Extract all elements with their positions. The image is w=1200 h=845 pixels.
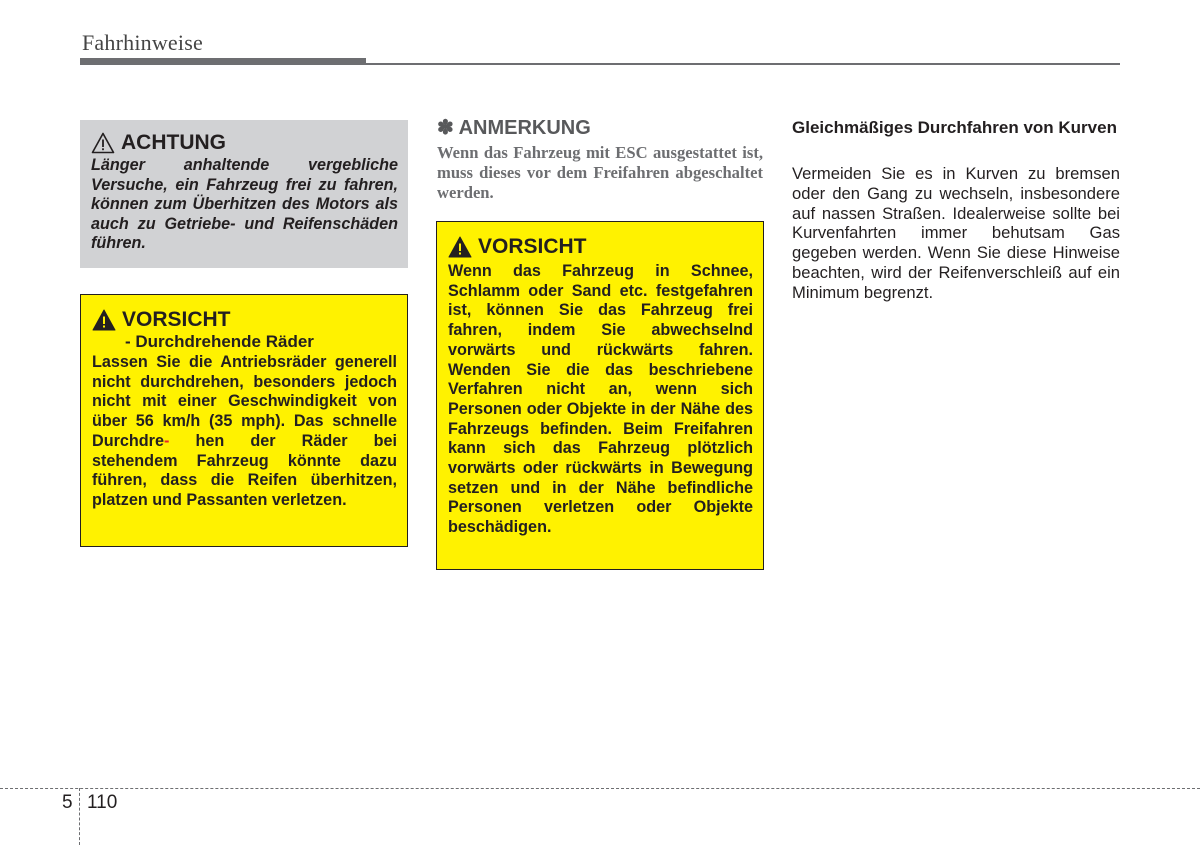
warning-triangle-icon xyxy=(92,309,116,331)
achtung-heading xyxy=(91,131,398,155)
header-rule-thin xyxy=(366,63,1120,65)
caution-text-part1: Lassen Sie die Antriebsräder generell nicht durchdrehen, besonders jedoch nicht mit einer Geschwindigkeit von über 56 km/h (35 mph). Das schnelle Durchdre xyxy=(92,353,397,450)
caution-title: VORSICHT xyxy=(478,235,587,258)
hyphen-mark: - xyxy=(163,431,170,450)
warning-triangle-icon xyxy=(448,236,472,258)
caution-subtitle: - Durchdrehende Räder xyxy=(125,332,314,351)
section-title: Gleichmäßiges Durchfahren von Kurven xyxy=(792,118,1117,137)
achtung-title: ACHTUNG xyxy=(121,131,226,154)
warning-triangle-outline-icon xyxy=(91,132,115,154)
caution-title: VORSICHT xyxy=(122,308,231,331)
caution-text-part2: hen der Räder bei stehendem Fahrzeug könnte dazu führen, dass die Reifen überhitzen, platzen und Passanten verletzen. xyxy=(92,431,398,509)
caution-box-stuck xyxy=(436,221,764,570)
caution-text xyxy=(92,353,397,511)
achtung-text: Länger anhaltende vergebliche Versuche, ein Fahrzeug frei zu fahren, können zum Überhitzen des Motors als auch zu Getriebe- und Reifenschäden führen. xyxy=(91,156,398,253)
footer-dashed-divider xyxy=(79,788,80,845)
section-text: Vermeiden Sie es in Kurven zu bremsen oder den Gang zu wechseln, insbesondere auf nassen Straßen. Idealerweise sollte bei Kurvenfahrten immer behutsam Gas gegeben werden. Wenn Sie diese Hinweise beachten, wird der Reifenverschleiß auf ein Minimum begrenzt. xyxy=(792,164,1120,302)
footer-dashed-line xyxy=(0,788,1200,789)
chapter-number: 5 xyxy=(62,792,73,813)
header-rule-thick xyxy=(80,58,366,65)
note-text: Wenn das Fahrzeug mit ESC ausgestattet ist, muss dieses vor dem Freifahren abgeschaltet werden. xyxy=(437,143,763,202)
caution-heading xyxy=(92,308,397,332)
caution-box-wheels xyxy=(80,294,408,547)
page-number: 110 xyxy=(87,792,118,813)
achtung-box xyxy=(80,120,408,268)
caution-heading xyxy=(448,235,753,259)
caution-text: Wenn das Fahrzeug in Schnee, Schlamm oder Sand etc. festgefahren ist, können Sie das Fahrzeug frei fahren, indem Sie abwechselnd vorwärts und rückwärts fahren. Wenden Sie die das beschriebene Verfahren nicht an, wenn sich Personen oder Objekte in der Nähe des Fahrzeugs befinden. Beim Freifahren kann sich das Fahrzeug plötzlich vorwärts oder rückwärts in Bewegung setzen und in der Nähe befindliche Personen verletzen oder Objekte beschädigen. xyxy=(448,262,753,537)
page-header-title: Fahrhinweise xyxy=(82,30,203,55)
note-title: ✽ ANMERKUNG xyxy=(437,117,591,139)
